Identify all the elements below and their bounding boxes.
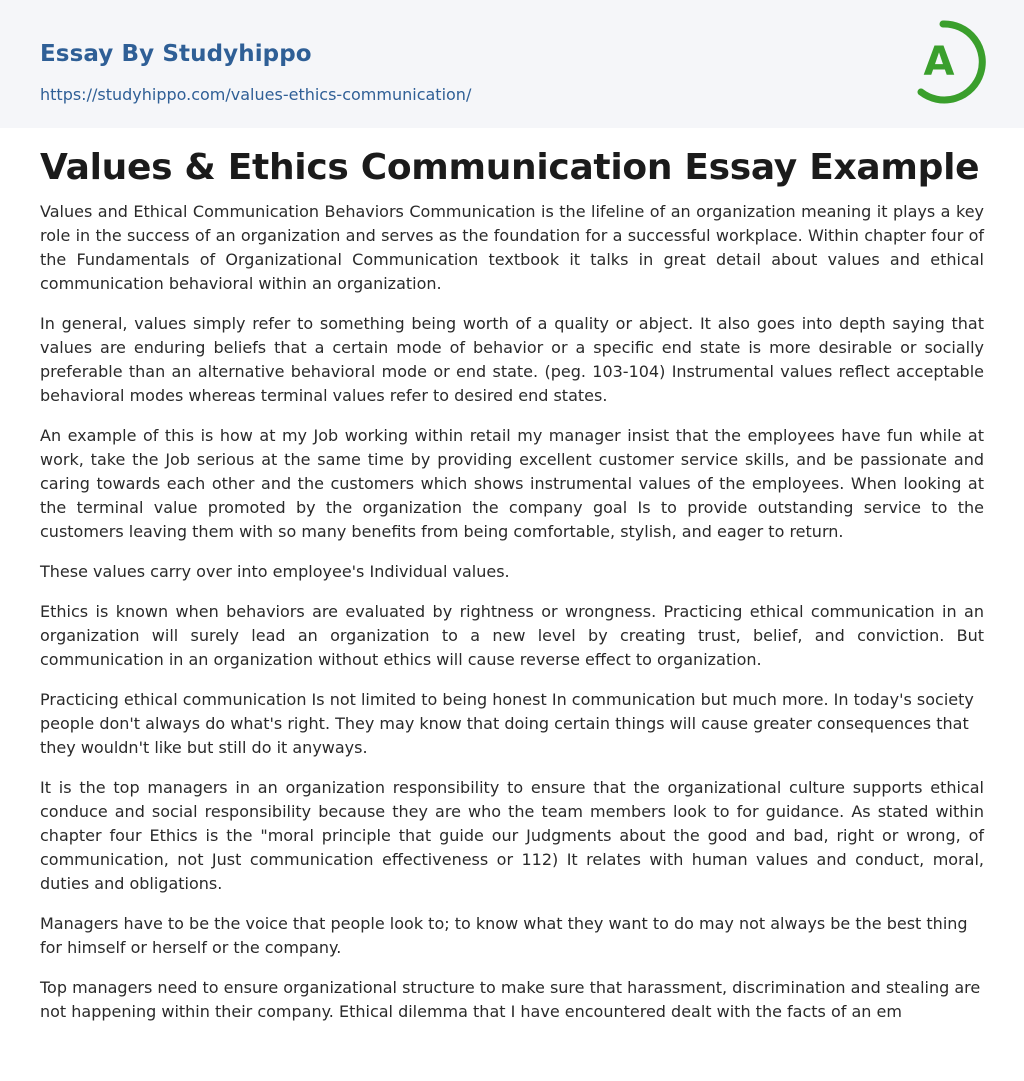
paragraph: An example of this is how at my Job working within retail my manager insist that the employees have fun while at work, take the Job serious at the same time by providing excellent customer service skills, and be passionate and caring towards each other and the customers which shows instrumental values of the employees. When looking at the terminal value promoted by the organization the company goal Is to provide outstanding service to the customers leaving them with so many benefits from being comfortable, stylish, and eager to return. (40, 426, 984, 541)
site-brand[interactable]: Essay By Studyhippo (40, 41, 312, 67)
essay-url-link[interactable]: https://studyhippo.com/values-ethics-communication/ (40, 85, 472, 104)
paragraph: Managers have to be the voice that people look to; to know what they want to do may not always be the best thing for himself or herself or the company. (40, 914, 968, 957)
studyhippo-logo-icon[interactable] (912, 19, 986, 105)
paragraph: In general, values simply refer to something being worth of a quality or abject. It also goes into depth saying that values are enduring beliefs that a certain mode of behavior or a specific end state is more desirable or socially preferable than an alternative behavioral mode or end state. (peg. 103-104) Instrumental values reflect acceptable behavioral modes whereas terminal values refer to desired end states. (40, 314, 984, 405)
logo-letter: A (923, 39, 955, 85)
page-title: Values & Ethics Communication Essay Example (40, 147, 980, 188)
paragraph: Ethics is known when behaviors are evaluated by rightness or wrongness. Practicing ethical communication in an organization will surely lead an organization to a new level by creating trust, belief, and conviction. But communication in an organization without ethics will cause reverse effect to organization. (40, 602, 984, 669)
site-header (0, 0, 1024, 128)
paragraph: Values and Ethical Communication Behaviors Communication is the lifeline of an organization meaning it plays a key role in the success of an organization and serves as the foundation for a successful workplace. Within chapter four of the Fundamentals of Organizational Communication textbook it talks in great detail about values and ethical communication behavioral within an organization. (40, 202, 984, 293)
paragraph: These values carry over into employee's Individual values. (40, 562, 510, 581)
paragraph: Top managers need to ensure organizational structure to make sure that harassment, discrimination and stealing are not happening within their company. Ethical dilemma that I have encountered dealt with the facts of an em (40, 978, 981, 1021)
article (0, 128, 1024, 1024)
paragraph: It is the top managers in an organization responsibility to ensure that the organizational culture supports ethical conduce and social responsibility because they are who the team members look to for guidance. As stated within chapter four Ethics is the "moral principle that guide our Judgments about the good and bad, right or wrong, of communication, not Just communication effectiveness or 112) It relates with human values and conduct, moral, duties and obligations. (40, 778, 984, 893)
paragraph: Practicing ethical communication Is not limited to being honest In communication but much more. In today's society people don't always do what's right. They may know that doing certain things will cause greater consequences that they wouldn't like but still do it anyways. (40, 690, 974, 757)
